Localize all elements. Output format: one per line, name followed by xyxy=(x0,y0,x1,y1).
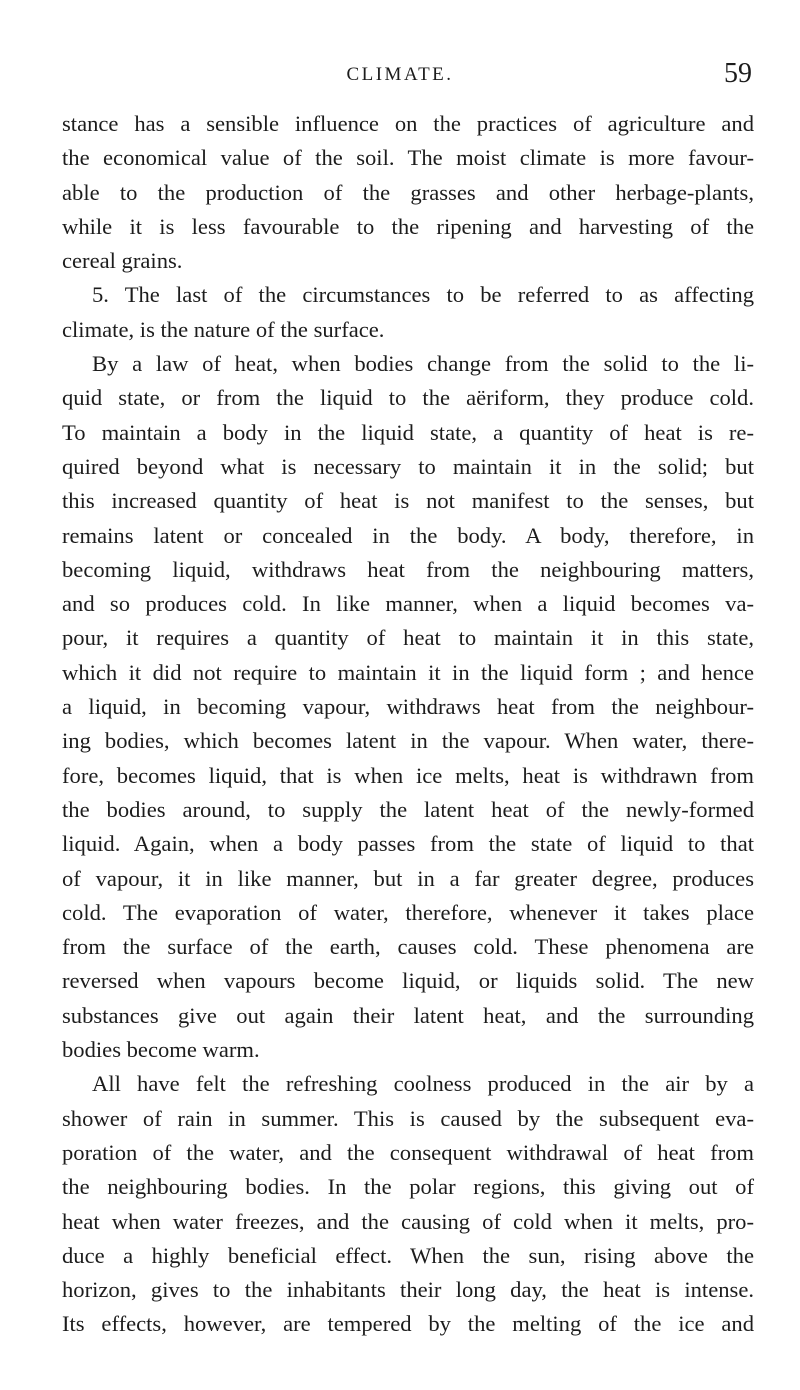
text-line: cereal grains. xyxy=(62,248,183,274)
text-line: stance has a sensible influence on the practices of agriculture and xyxy=(62,111,754,136)
text-line: the neighbouring bodies. In the polar regions, this giving out of xyxy=(62,1174,754,1200)
text-line: which it did not require to maintain it in the liquid form ; and hence xyxy=(62,659,754,685)
text-line: 5. The last of the circumstances to be referred to as affecting xyxy=(92,282,754,308)
text-line: while it is less favourable to the ripening and harvesting of the xyxy=(62,213,754,239)
text-line: heat when water freezes, and the causing of cold when it melts, pro- xyxy=(62,1208,754,1234)
text-line: Its effects, however, are tempered by the melting of the ice and xyxy=(62,1311,754,1337)
running-head xyxy=(0,58,800,98)
text-line: and so produces cold. In like manner, when a liquid becomes va- xyxy=(62,591,754,617)
text-line: shower of rain in summer. This is caused by the subsequent eva- xyxy=(62,1105,754,1131)
text-line: the economical value of the soil. The moist climate is more favour- xyxy=(62,145,754,171)
text-line: cold. The evaporation of water, therefore, whenever it takes place xyxy=(62,899,754,925)
text-line: poration of the water, and the consequent withdrawal of heat from xyxy=(62,1139,754,1165)
body-text xyxy=(62,107,754,1342)
text-line: the bodies around, to supply the latent heat of the newly-formed xyxy=(62,796,754,822)
text-line: a liquid, in becoming vapour, withdraws heat from the neighbour- xyxy=(62,694,754,720)
text-line: horizon, gives to the inhabitants their long day, the heat is intense. xyxy=(62,1277,754,1303)
text-line: All have felt the refreshing coolness produced in the air by a xyxy=(92,1071,754,1097)
page-number: 59 xyxy=(724,58,752,89)
text-line: To maintain a body in the liquid state, a quantity of heat is re- xyxy=(62,419,754,445)
text-line: quid state, or from the liquid to the aëriform, they produce cold. xyxy=(62,385,754,411)
text-line: By a law of heat, when bodies change from the solid to the li- xyxy=(92,351,754,377)
text-line: remains latent or concealed in the body. A body, therefore, in xyxy=(62,522,754,548)
text-line: reversed when vapours become liquid, or liquids solid. The new xyxy=(62,968,754,994)
text-line: bodies become warm. xyxy=(62,1037,260,1063)
text-line: climate, is the nature of the surface. xyxy=(62,316,385,342)
text-line: substances give out again their latent heat, and the surrounding xyxy=(62,1002,754,1028)
text-line: becoming liquid, withdraws heat from the neighbouring matters, xyxy=(62,556,754,582)
text-line: quired beyond what is necessary to maintain it in the solid; but xyxy=(62,453,754,479)
text-line: liquid. Again, when a body passes from the state of liquid to that xyxy=(62,831,754,857)
text-line: of vapour, it in like manner, but in a far greater degree, produces xyxy=(62,865,754,891)
text-line: duce a highly beneficial effect. When the sun, rising above the xyxy=(62,1242,754,1268)
text-line: able to the production of the grasses and other herbage-plants, xyxy=(62,179,754,205)
text-line: fore, becomes liquid, that is when ice melts, heat is withdrawn from xyxy=(62,762,754,788)
text-line: pour, it requires a quantity of heat to maintain it in this state, xyxy=(62,625,754,651)
text-line: ing bodies, which becomes latent in the vapour. When water, there- xyxy=(62,728,754,754)
text-line: this increased quantity of heat is not manifest to the senses, but xyxy=(62,488,754,514)
running-title: CLIMATE. xyxy=(346,64,454,85)
text-line: from the surface of the earth, causes cold. These phenomena are xyxy=(62,934,754,960)
